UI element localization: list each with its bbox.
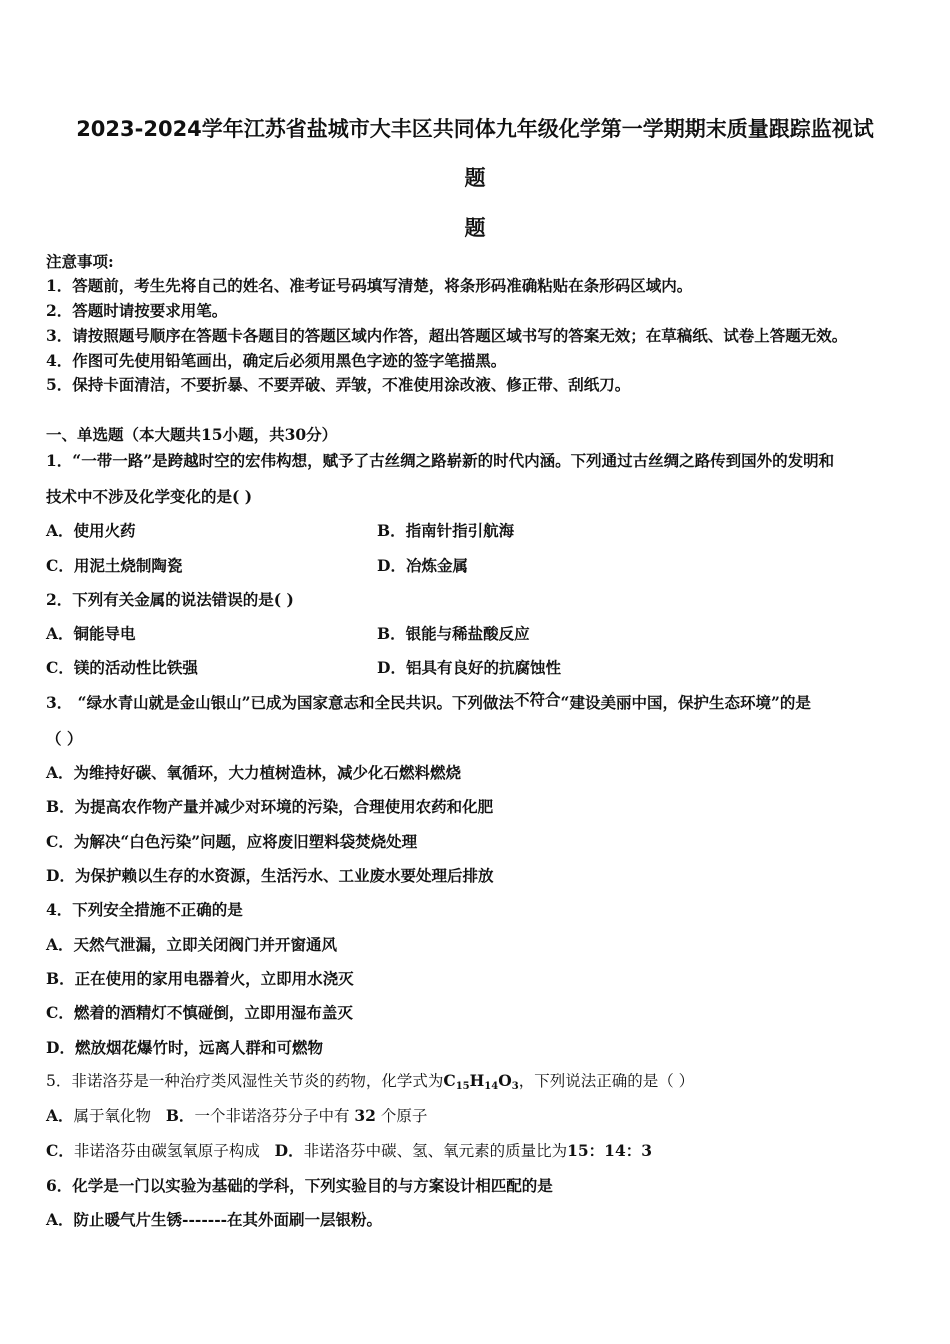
q3-option-b: B．为提高农作物产量并减少对环境的污染，合理使用农药和化肥 xyxy=(46,797,494,816)
q2-option-d: D．铝具有良好的抗腐蚀性 xyxy=(377,658,561,677)
q1-stem-line2: 技术中不涉及化学变化的是( ) xyxy=(46,487,253,506)
q3-option-a: A．为维持好碳、氧循环，大力植树造林，减少化石燃料燃烧 xyxy=(46,763,462,782)
formula-c: C xyxy=(443,1071,456,1090)
q5-stem xyxy=(46,1071,694,1097)
notice-item-2: 2．答题时请按要求用笔。 xyxy=(46,301,228,320)
q5-stem-part1: 5．非诺洛芬是一种治疗类风湿性关节炎的药物，化学式为 xyxy=(46,1072,444,1090)
q5-option-c-text: 非诺洛芬由碳氢氧原子构成 xyxy=(73,1142,260,1160)
q2-option-c: C．镁的活动性比铁强 xyxy=(46,658,198,677)
q4-option-a: A．天然气泄漏，立即关闭阀门并开窗通风 xyxy=(46,935,338,954)
notice-heading: 注意事项: xyxy=(46,252,114,271)
exam-title-line3: 题 xyxy=(464,216,486,240)
q1-option-c: C．用泥土烧制陶瓷 xyxy=(46,556,183,575)
q3-stem-part2: “建设美丽中国，保护生态环境”的是 xyxy=(560,693,811,712)
q3-stem-line2: （ ） xyxy=(46,729,83,748)
formula-h: H xyxy=(469,1071,485,1090)
q5-option-b-label: B． xyxy=(165,1106,195,1125)
q6-stem: 6．化学是一门以实验为基础的学科，下列实验目的与方案设计相匹配的是 xyxy=(46,1176,553,1195)
q5-stem-part2: ，下列说法正确的是（ ） xyxy=(518,1072,695,1090)
notice-item-3: 3．请按照题号顺序在答题卡各题目的答题区域内作答，超出答题区域书写的答案无效；在草稿纸、试卷上答题无效。 xyxy=(46,326,848,345)
q5-formula xyxy=(443,1071,518,1090)
q3-stem-part1: 3． “绿水青山就是金山银山”已成为国家意志和全民共识。下列做法 xyxy=(46,693,515,712)
notice-item-4: 4．作图可先使用铅笔画出，确定后必须用黑色字迹的签字笔描黑。 xyxy=(46,351,507,370)
section-heading: 一、单选题（本大题共15小题，共30分） xyxy=(46,425,338,444)
q5-option-d-text: 非诺洛芬中碳、氢、氧元素的质量比为 xyxy=(303,1142,568,1160)
q4-option-b: B．正在使用的家用电器着火，立即用水浇灭 xyxy=(46,969,354,988)
q2-option-a: A．铜能导电 xyxy=(46,624,136,643)
q5-option-c-label: C． xyxy=(46,1141,74,1160)
q2-stem: 2．下列有关金属的说法错误的是( ) xyxy=(46,590,294,609)
formula-o: O xyxy=(498,1071,512,1090)
q4-option-c: C．燃着的酒精灯不慎碰倒，立即用湿布盖灭 xyxy=(46,1003,353,1022)
q5-options-cd xyxy=(46,1141,652,1161)
q2-option-b: B．银能与稀盐酸反应 xyxy=(377,624,530,643)
q5-option-d-ratio: 15：14：3 xyxy=(567,1141,653,1160)
exam-title-line2: 题 xyxy=(464,166,486,190)
q1-option-a: A．使用火药 xyxy=(46,521,136,540)
formula-c-count: 15 xyxy=(455,1081,470,1092)
q5-option-b-text: 一个非诺洛芬分子中有 xyxy=(194,1107,350,1125)
formula-h-count: 14 xyxy=(484,1081,499,1092)
q5-option-a-text: 属于氧化物 xyxy=(73,1107,152,1125)
q5-option-d-label: D． xyxy=(274,1141,304,1160)
formula-o-count: 3 xyxy=(511,1081,519,1092)
notice-item-1: 1．答题前，考生先将自己的姓名、准考证号码填写清楚，将条形码准确粘贴在条形码区域内。 xyxy=(46,276,693,295)
q1-option-d: D．冶炼金属 xyxy=(377,556,468,575)
q3-option-d: D．为保护赖以生存的水资源，生活污水、工业废水要处理后排放 xyxy=(46,866,494,885)
exam-title-line1: 2023-2024学年江苏省盐城市大丰区共同体九年级化学第一学期期末质量跟踪监视试 xyxy=(76,117,874,141)
q6-option-a: A．防止暖气片生锈-------在其外面刷一层银粉。 xyxy=(46,1210,383,1229)
q1-option-b: B．指南针指引航海 xyxy=(377,521,515,540)
q4-stem: 4．下列安全措施不正确的是 xyxy=(46,900,243,919)
q5-option-b-number: 32 xyxy=(354,1106,376,1125)
q5-option-a-label: A． xyxy=(46,1106,74,1125)
q4-option-d: D．燃放烟花爆竹时，远离人群和可燃物 xyxy=(46,1038,323,1057)
q3-stem-emphasis: 不符合 xyxy=(514,690,561,709)
q5-option-b-tail: 个原子 xyxy=(380,1107,428,1125)
q1-stem-line1: 1．“一带一路”是跨越时空的宏伟构想，赋予了古丝绸之路崭新的时代内涵。下列通过古丝绸之路传到国外的发明和 xyxy=(46,451,835,470)
q3-stem-line1 xyxy=(46,690,811,713)
notice-item-5: 5．保持卡面清洁，不要折暴、不要弄破、弄皱，不准使用涂改液、修正带、刮纸刀。 xyxy=(46,375,631,394)
q5-options-ab xyxy=(46,1106,427,1126)
q3-option-c: C．为解决“白色污染”问题，应将废旧塑料袋焚烧处理 xyxy=(46,832,418,851)
